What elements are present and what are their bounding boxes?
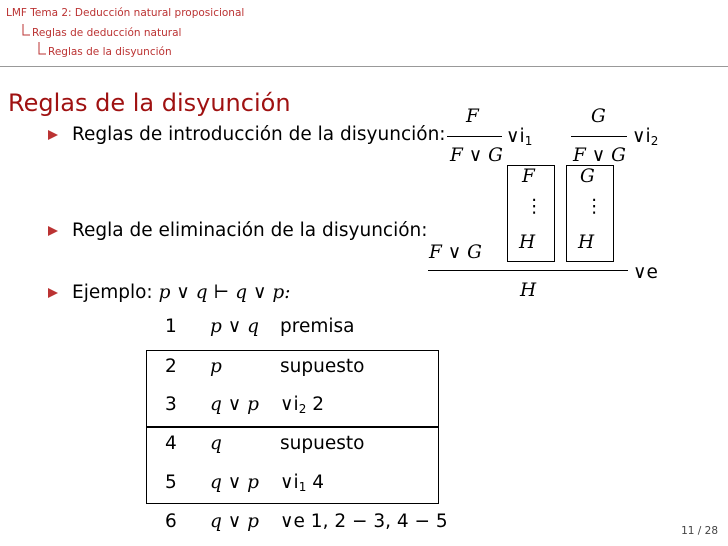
elim-label: ∨e: [633, 262, 658, 283]
elim-box1-assumption: F: [522, 166, 535, 187]
bullet-example-formula: p ∨ q ⊢ q ∨ p:: [158, 282, 291, 303]
elim-inference-line: [428, 270, 628, 271]
bullet-triangle-icon: [48, 226, 58, 236]
proof-line-number: 3: [165, 394, 177, 415]
proof-justification: premisa: [280, 316, 355, 337]
proof-line-number: 1: [165, 316, 177, 337]
proof-justification: $\vee i_1$ 4: [280, 472, 324, 494]
proof-formula: q: [210, 433, 222, 454]
bullet-example-label: Ejemplo:: [72, 282, 153, 303]
breadcrumb-presentation[interactable]: LMF Tema 2: Deducción natural proposicional: [6, 7, 245, 19]
bullet-triangle-icon: [48, 130, 58, 140]
bullet-triangle-icon: [48, 288, 58, 298]
proof-formula: q ∨ p: [210, 394, 259, 415]
proof-justification: ∨e 1, 2 − 3, 4 − 5: [280, 511, 448, 532]
proof-line-number: 5: [165, 472, 177, 493]
elim-major-premise: F ∨ G: [429, 242, 482, 263]
intro2-label: $\vee i_2$: [632, 126, 659, 148]
proof-formula: p: [210, 356, 222, 377]
proof-line-number: 2: [165, 356, 177, 377]
breadcrumb-section[interactable]: Reglas de deducción natural: [32, 27, 182, 39]
elim-box1-dots: ⋮: [525, 196, 544, 217]
elim-conclusion: H: [520, 280, 537, 301]
breadcrumb-subsection[interactable]: Reglas de la disyunción: [48, 46, 172, 58]
proof-formula: q ∨ p: [210, 511, 259, 532]
elim-box2-assumption: G: [580, 166, 595, 187]
intro2-inference-line: [571, 136, 627, 137]
bullet-elim: [72, 220, 428, 241]
bullet-intro-text: Reglas de introducción de la disyunción:: [72, 124, 446, 145]
proof-justification: supuesto: [280, 356, 365, 377]
header: [0, 0, 728, 66]
intro2-conclusion: F ∨ G: [573, 145, 626, 166]
bullet-elim-text: Regla de eliminación de la disyunción:: [72, 220, 428, 241]
intro1-inference-line: [447, 136, 502, 137]
proof-line-number: 6: [165, 511, 177, 532]
proof-formula: p ∨ q: [210, 316, 259, 337]
proof-formula: q ∨ p: [210, 472, 259, 493]
page-number: 11 / 28: [681, 525, 718, 537]
intro1-label: $\vee i_1$: [506, 126, 533, 148]
header-divider: [0, 66, 728, 67]
proof-justification: $\vee i_2$ 2: [280, 394, 324, 416]
elim-box1-result: H: [519, 232, 536, 253]
proof-justification: supuesto: [280, 433, 365, 454]
bullet-example: [72, 282, 290, 303]
frame-title: Reglas de la disyunción: [8, 89, 291, 117]
proof-line-number: 4: [165, 433, 177, 454]
intro1-premise: F: [466, 106, 479, 127]
bullet-intro: [72, 124, 446, 145]
elim-box2-dots: ⋮: [585, 196, 604, 217]
intro1-conclusion: F ∨ G: [450, 145, 503, 166]
elim-box2-result: H: [578, 232, 595, 253]
intro2-premise: G: [591, 106, 606, 127]
